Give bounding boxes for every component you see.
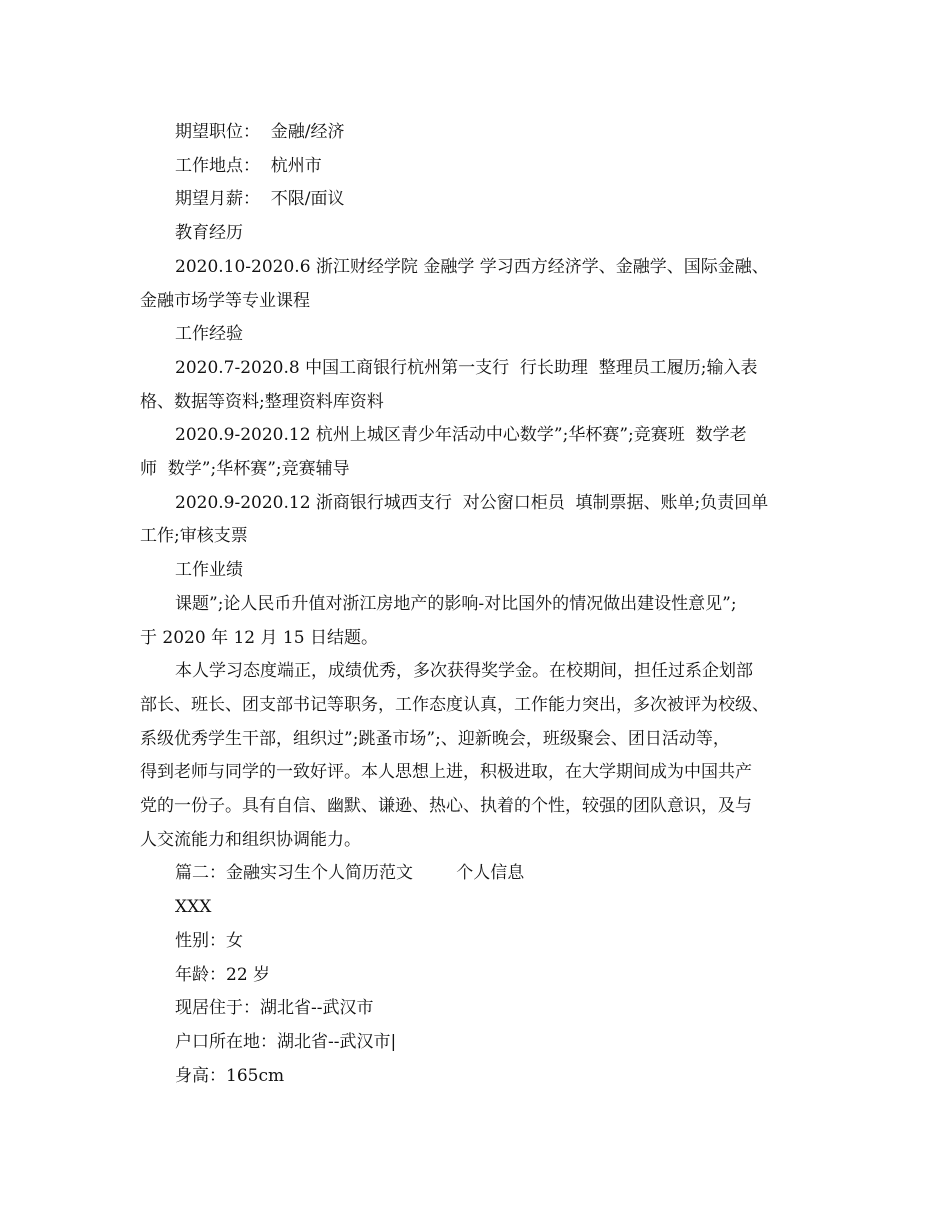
part-two-heading: 篇二：金融实习生个人简历范文 个人信息: [175, 863, 525, 884]
work-entry-line: 2020.7-2020.8 中国工商银行杭州第一支行 行长助理 整理员工履历;输入表: [175, 357, 758, 378]
resume-text: [140, 116, 830, 1093]
work-entry-line: 师 数学”;华杯赛”;竞赛辅导: [140, 459, 350, 480]
work-entry-line: 2020.9-2020.12 浙商银行城西支行 对公窗口柜员 填制票据、账单;负责回单: [175, 492, 769, 513]
work-experience-heading: 工作经验: [175, 324, 243, 345]
desired-position-line: 期望职位： 金融/经济: [175, 122, 345, 142]
work-entry-line: 2020.9-2020.12 杭州上城区青少年活动中心数学”;华杯赛”;竞赛班 数学老: [175, 425, 747, 446]
self-evaluation-line: 得到老师与同学的一致好评。本人思想上进，积极进取，在大学期间成为中国共产: [140, 762, 752, 783]
self-evaluation-line: 人交流能力和组织协调能力。: [140, 829, 361, 850]
education-entry-line: 2020.10-2020.6 浙江财经学院 金融学 学习西方经济学、金融学、国际金融、: [175, 256, 769, 277]
education-entry-line: 金融市场学等专业课程: [140, 290, 310, 311]
residence-line: 现居住于：湖北省--武汉市: [175, 998, 374, 1019]
desired-salary-line: 期望月薪： 不限/面议: [175, 189, 345, 210]
height-line: 身高：165cm: [175, 1065, 285, 1086]
achievement-line: 于 2020 年 12 月 15 日结题。: [140, 627, 378, 648]
name-line: XXX: [175, 897, 212, 918]
self-evaluation-line: 系级优秀学生干部，组织过”;跳蚤市场”;、迎新晚会，班级聚会、团日活动等，: [140, 728, 730, 749]
hukou-line: 户口所在地：湖北省--武汉市|: [175, 1031, 397, 1052]
work-location-line: 工作地点： 杭州市: [175, 155, 322, 176]
self-evaluation-line: 党的一份子。具有自信、幽默、谦逊、热心、执着的个性，较强的团队意识，及与: [140, 796, 752, 817]
education-heading: 教育经历: [175, 223, 243, 244]
work-entry-line: 格、数据等资料;整理资料库资料: [140, 391, 384, 412]
gender-line: 性别：女: [175, 930, 243, 951]
self-evaluation-line: 部长、班长、团支部书记等职务，工作态度认真，工作能力突出，多次被评为校级、: [140, 694, 769, 715]
self-evaluation-line: 本人学习态度端正，成绩优秀，多次获得奖学金。在校期间，担任过系企划部: [175, 661, 753, 682]
achievements-heading: 工作业绩: [175, 560, 243, 581]
age-line: 年龄：22 岁: [175, 964, 271, 985]
work-entry-line: 工作;审核支票: [140, 526, 248, 547]
achievement-line: 课题”;论人民币升值对浙江房地产的影响-对比国外的情况做出建设性意见”;: [175, 593, 737, 614]
